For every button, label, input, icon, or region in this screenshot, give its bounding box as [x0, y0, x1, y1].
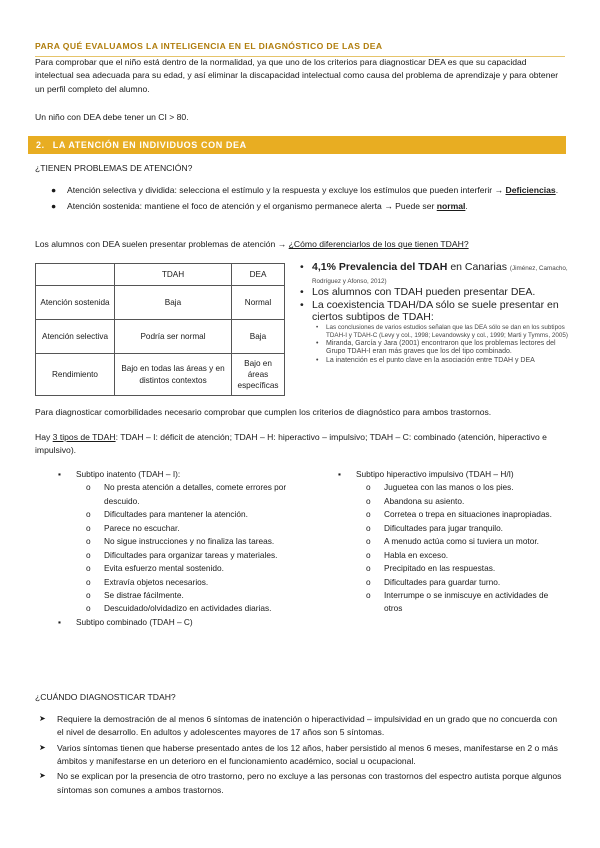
circle-bullet-icon: o	[86, 509, 91, 520]
square-bullet-icon: ▪	[58, 469, 61, 479]
difference-question-link: ¿Cómo diferenciarlos de los que tienen TDAH?	[288, 239, 469, 249]
attention-question: ¿TIENEN PROBLEMAS DE ATENCIÓN?	[35, 163, 193, 173]
circle-bullet-icon: o	[366, 536, 371, 547]
circle-bullet-icon: o	[86, 482, 91, 493]
slide-subitem: • La inatención es el punto clave en la asociación entre TDAH y DEA	[316, 357, 535, 365]
table-header: DEA	[232, 264, 285, 286]
table-row: Atención selectiva Podría ser normal Baja	[36, 320, 285, 354]
arrow-bullet-icon: ➤	[39, 714, 46, 723]
list-item: o No sigue instrucciones y no finaliza las tareas.	[86, 535, 288, 548]
comorbidity-note: Para diagnosticar comorbilidades necesario comprobar que cumplen los criterios de diagnóstico para ambos trastornos.	[35, 407, 492, 417]
arrow-bullet-icon: ➤	[39, 742, 46, 752]
list-item: o Dificultades para mantener la atención.	[86, 508, 288, 521]
ci-note: Un niño con DEA debe tener un CI > 80.	[35, 112, 189, 122]
section-title: LA ATENCIÓN EN INDIVIDUOS CON DEA	[52, 140, 247, 150]
list-item: o No presta atención a detalles, comete errores por descuido.	[86, 482, 287, 506]
circle-bullet-icon: o	[366, 495, 371, 506]
circle-bullet-icon: o	[366, 522, 371, 533]
slide-subitem: • Las conclusiones de varios estudios señalan que las DEA sólo se dan en los subtipos TDAH-I y TDAH-C (Levy y col., 1998; Levandowsky y col., 1999; Marti y Tymms, 2005)	[316, 323, 568, 339]
circle-bullet-icon: o	[86, 589, 91, 600]
list-item: o Interrumpe o se inmiscuye en actividades de otros	[366, 589, 549, 614]
tdah-types-underlined: 3 tipos de TDAH	[52, 432, 116, 442]
list-item: o Juguetea con las manos o los pies.	[366, 481, 568, 494]
diagnosis-criteria-list	[35, 713, 565, 797]
list-item: ● Atención sostenida: mantiene el foco de atención y el organismo permanece alerta → Puede ser normal.	[45, 200, 565, 213]
circle-bullet-icon: o	[86, 563, 91, 574]
list-item: o Se distrae fácilmente.	[86, 589, 288, 602]
list-item: o Habla en exceso.	[366, 549, 568, 562]
circle-bullet-icon: o	[366, 482, 371, 493]
slide-subitem: • Miranda, García y Jara (2001) encontraron que los problemas lectores del Grupo TDAH-I eran más graves que los del tipo combinado.	[316, 339, 556, 356]
prevalence-slide-image	[300, 261, 570, 369]
list-item: o A menudo actúa como si tuviera un motor.	[366, 535, 568, 548]
slide-item: • Los alumnos con TDAH pueden presentar DEA.	[300, 286, 536, 299]
list-item: ➤ Requiere la demostración de al menos 6 síntomas de inatención o hiperactividad – impulsividad en un grado que no concuerda con el nivel de desarrollo. En adultos y adolescentes mayores de 17 años son 5 síntomas.	[39, 714, 558, 738]
circle-bullet-icon: o	[366, 589, 371, 600]
list-item: o Dificultades para guardar turno.	[366, 576, 568, 589]
list-item: o Corretea o trepa en situaciones inapropiadas.	[366, 508, 568, 521]
attention-bullet-list	[45, 184, 565, 214]
arrow-bullet-icon: ➤	[39, 771, 46, 781]
circle-bullet-icon: o	[86, 576, 91, 587]
tdah-dea-table	[35, 263, 285, 396]
square-bullet-icon: ▪	[58, 616, 61, 627]
bullet-icon: ●	[51, 201, 57, 212]
list-item: o Abandona su asiento.	[366, 495, 568, 508]
hyperactive-subtype-column	[338, 468, 568, 616]
circle-bullet-icon: o	[86, 522, 91, 533]
circle-bullet-icon: o	[86, 536, 91, 547]
table-header	[36, 264, 115, 286]
list-item: ▪ Subtipo hiperactivo impulsivo (TDAH – H/I)	[338, 468, 568, 481]
list-item: o Parece no escuchar.	[86, 522, 288, 535]
circle-bullet-icon: o	[366, 509, 371, 520]
square-bullet-icon: ▪	[338, 469, 341, 479]
intelligence-paragraph: Para comprobar que el niño está dentro de la normalidad, ya que uno de los criterios para diagnosticar DEA es que su capacidad intelectual sea adecuada para su edad, y así eliminar la discapacidad intelectual como causa del problema de aprendizaje y para obtener un perfil completo del alumno.	[35, 57, 559, 94]
circle-bullet-icon: o	[86, 549, 91, 560]
section-heading-intelligence: PARA QUÉ EVALUAMOS LA INTELIGENCIA EN EL DIAGNÓSTICO DE LAS DEA	[35, 40, 565, 57]
section-number: 2.	[36, 140, 45, 150]
slide-item: • La coexistencia TDAH/DA sólo se suele presentar en ciertos subtipos de TDAH:	[300, 298, 559, 324]
list-item: o Dificultades para organizar tareas y materiales.	[86, 549, 288, 562]
list-item: o Evita esfuerzo mental sostenido.	[86, 562, 288, 575]
section-bar-attention	[28, 136, 566, 154]
list-item: ▪ Subtipo inatento (TDAH – I):	[58, 468, 288, 481]
inattentive-subtype-column	[58, 468, 288, 629]
circle-bullet-icon: o	[366, 549, 371, 560]
difference-line: Los alumnos con DEA suelen presentar problemas de atención → ¿Cómo diferenciarlos de los que tienen TDAH?	[35, 239, 469, 249]
list-item: ▪ Subtipo combinado (TDAH – C)	[58, 616, 288, 629]
list-item: ● Atención selectiva y dividida: selecciona el estímulo y la respuesta y excluye los estímulos que pueden interferir → Deficiencias.	[45, 184, 565, 197]
slide-item: • 4,1% Prevalencia del TDAH en Canarias (Jiménez, Camacho, Rodríguez y Afonso, 2012)	[300, 261, 568, 285]
table-row: Atención sostenida Baja Normal	[36, 286, 285, 320]
table-row: Rendimiento Bajo en todas las áreas y en distintos contextos Bajo en áreas específicas	[36, 354, 285, 396]
list-item: o Dificultades para jugar tranquilo.	[366, 522, 568, 535]
list-item: o Descuidado/olvidadizo en actividades diarias.	[86, 602, 288, 615]
table-header: TDAH	[115, 264, 232, 286]
list-item: ➤ Varios síntomas tienen que haberse presentado antes de los 12 años, haber persistido al menos 6 meses, manifestarse en 2 o más ámbitos y manifestarse en un deterioro en el funcionamiento académico, social u ocupacional.	[39, 742, 558, 766]
when-question: ¿CUÁNDO DIAGNOSTICAR TDAH?	[35, 692, 176, 702]
tdah-types-line: Hay 3 tipos de TDAH: TDAH – I: déficit de atención; TDAH – H: hiperactivo – impulsivo; TDAH – C: combinado (atención, hiperactivo e impulsivo).	[35, 432, 547, 456]
list-item: o Precipitado en las respuestas.	[366, 562, 568, 575]
circle-bullet-icon: o	[86, 603, 91, 614]
circle-bullet-icon: o	[366, 563, 371, 574]
list-item: ➤ No se explican por la presencia de otro trastorno, pero no excluye a las personas con trastornos del espectro autista porque algunos síntomas son comunes a ambos trastornos.	[39, 771, 562, 795]
bullet-icon: ●	[51, 185, 57, 195]
circle-bullet-icon: o	[366, 576, 371, 587]
list-item: o Extravía objetos necesarios.	[86, 576, 288, 589]
